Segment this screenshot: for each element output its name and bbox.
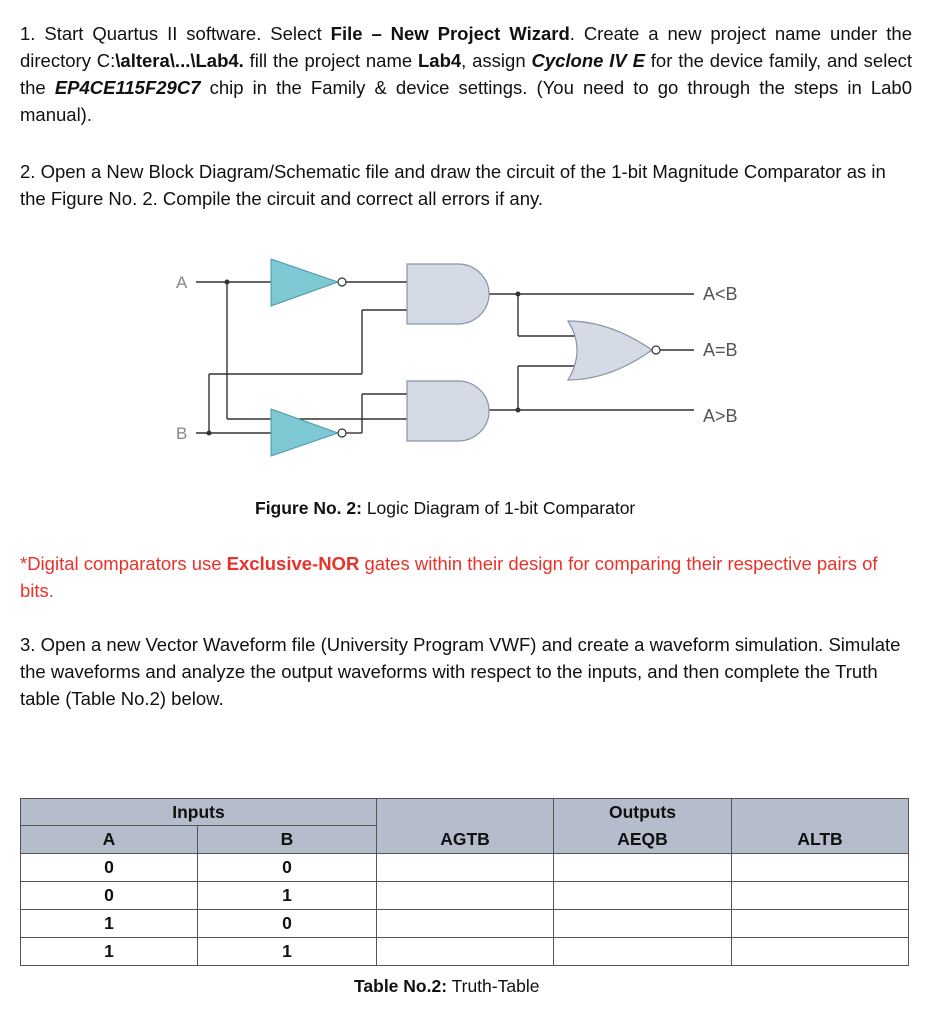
- table-caption: Table No.2: Truth-Table: [354, 976, 540, 996]
- table-cell: 0: [198, 854, 377, 882]
- table-row: [21, 882, 909, 910]
- table-cell: [554, 854, 732, 882]
- table-cell: [377, 854, 554, 882]
- nor-gate: [568, 321, 660, 380]
- table-cell: [732, 938, 909, 966]
- figure-caption: Figure No. 2: Logic Diagram of 1-bit Comparator: [255, 498, 636, 518]
- table-cell: [732, 854, 909, 882]
- and-gate-lower: [407, 381, 489, 441]
- header-b: B: [198, 826, 377, 854]
- table-cell: [554, 910, 732, 938]
- output-greater-label: A>B: [703, 406, 738, 426]
- table-row: [21, 938, 909, 966]
- output-less-label: A<B: [703, 284, 738, 304]
- table-cell: 1: [198, 938, 377, 966]
- table-cell: [554, 938, 732, 966]
- inputs-group-header: Inputs: [21, 799, 377, 826]
- table-cell: [377, 882, 554, 910]
- header-a: A: [21, 826, 198, 854]
- table-cell: [732, 882, 909, 910]
- step-1-paragraph: 1. Start Quartus II software. Select File – New Project Wizard. Create a new project name under the directory C:\altera\...\Lab4. fill the project name Lab4, assign Cyclone IV E for the device family, and select the EP4CE115F29C7 chip in the Family & device settings. (You need to go through the steps in Lab0 manual).: [20, 23, 912, 125]
- step-2-paragraph: 2. Open a New Block Diagram/Schematic file and draw the circuit of the 1-bit Magnitude Comparator as in the Figure No. 2. Compile the circuit and correct all errors if any.: [20, 161, 886, 209]
- table-cell: 0: [21, 882, 198, 910]
- input-b-label: B: [176, 424, 188, 443]
- header-aeqb: AEQB: [554, 826, 732, 854]
- inverter-b: [271, 409, 346, 456]
- table-cell: 1: [21, 938, 198, 966]
- table-cell: [377, 910, 554, 938]
- and-gate-upper: [407, 264, 489, 324]
- table-cell: [377, 938, 554, 966]
- table-row: [21, 910, 909, 938]
- table-row: [21, 854, 909, 882]
- input-a-label: A: [176, 273, 188, 292]
- table-cell: [732, 910, 909, 938]
- table-cell: 1: [21, 910, 198, 938]
- header-altb: ALTB: [732, 826, 909, 854]
- step-3-paragraph: 3. Open a new Vector Waveform file (University Program VWF) and create a waveform simulation. Simulate the waveforms and analyze the output waveforms with respect to the inputs, and then complete the Truth table (Table No.2) below.: [20, 634, 901, 709]
- header-agtb: AGTB: [377, 826, 554, 854]
- table-cell: 0: [21, 854, 198, 882]
- table-cell: [554, 882, 732, 910]
- outputs-group-header: Outputs: [554, 799, 732, 826]
- xnor-note: *Digital comparators use Exclusive-NOR gates within their design for comparing their respective pairs of bits.: [20, 553, 878, 601]
- output-equal-label: A=B: [703, 340, 738, 360]
- table-cell: 1: [198, 882, 377, 910]
- inverter-a: [271, 259, 346, 306]
- truth-table: [20, 798, 909, 966]
- table-cell: 0: [198, 910, 377, 938]
